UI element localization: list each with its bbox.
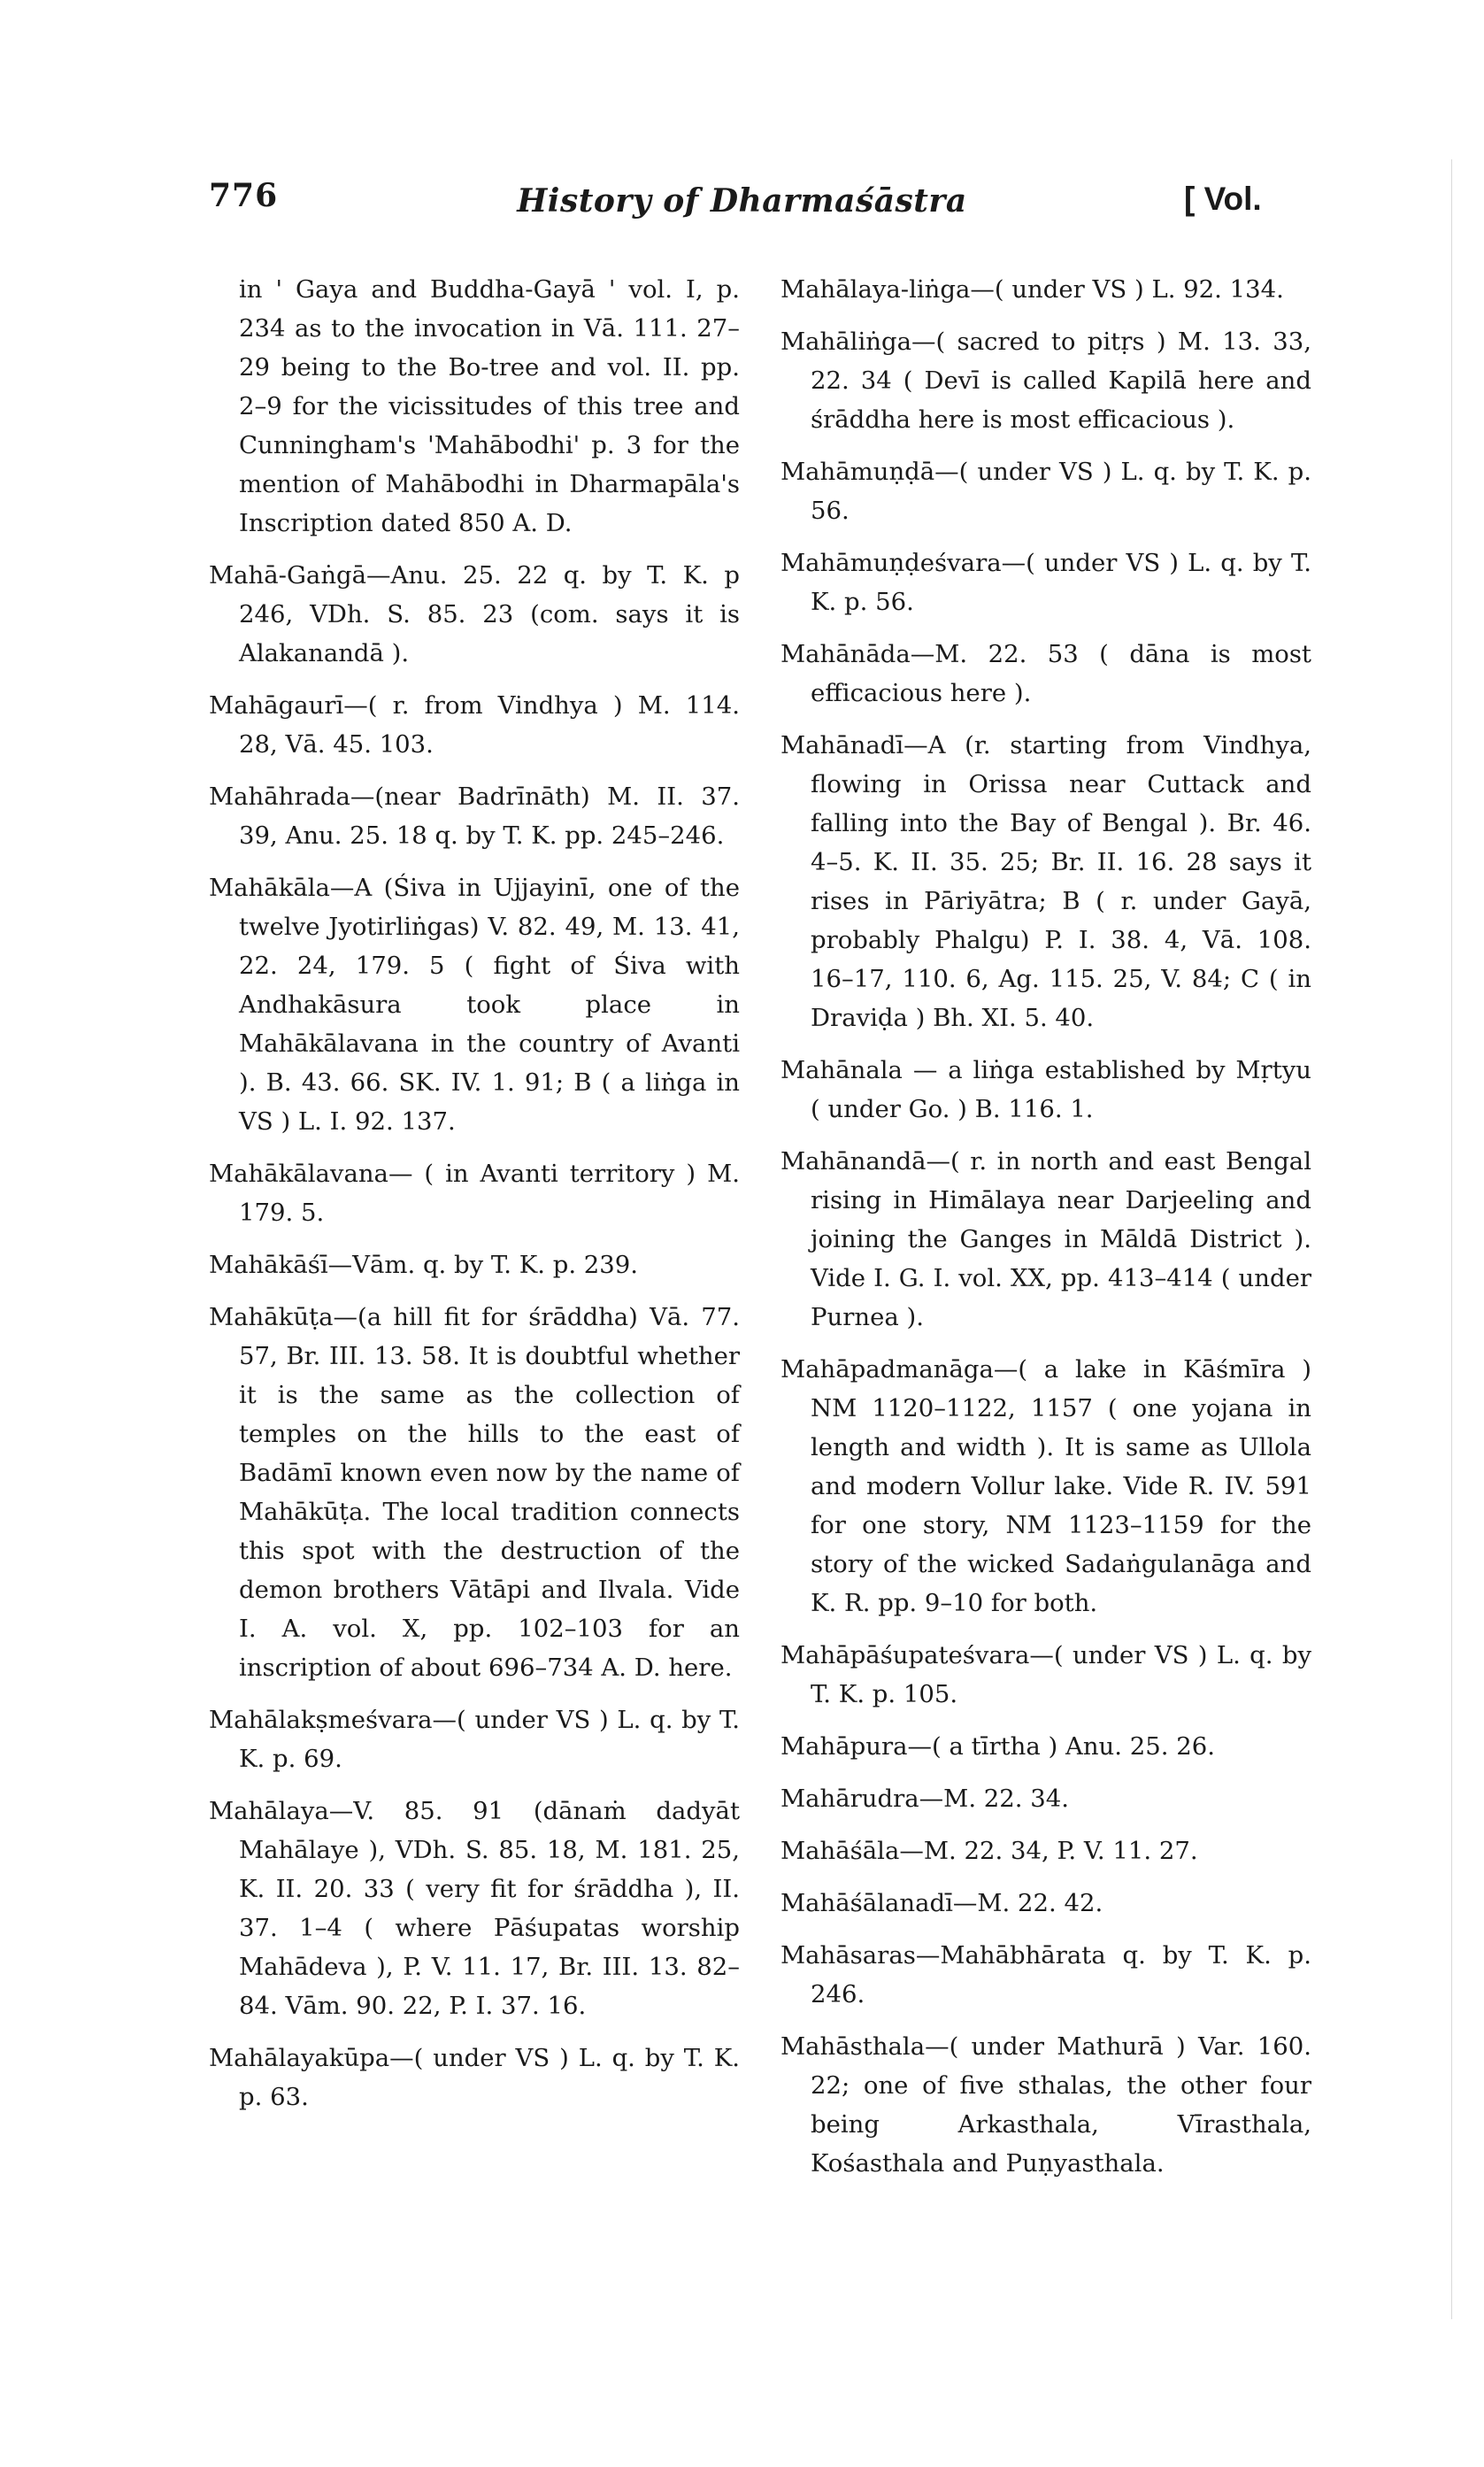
left-column — [209, 270, 740, 2130]
entry-mahanadi: Mahānadī—A (r. starting from Vindhya, flowing in Orissa near Cuttack and falling into the Bay of Bengal ). Br. 46. 4–5. K. II. 35. 25; Br. II. 16. 28 says it rises in Pāriyātra; B ( r. under Gayā, probably Phalgu) P. I. 38. 4, Vā. 108. 16–17, 110. 6, Ag. 115. 25, V. 84; C ( in Draviḍa ) Bh. XI. 5. 40. — [780, 731, 1311, 1032]
right-column — [780, 270, 1311, 2196]
entry-mahalayakupa: Mahālayakūpa—( under VS ) L. q. by T. K. p. 63. — [209, 2044, 740, 2111]
entry-maharudra: Mahārudra—M. 22. 34. — [780, 1785, 1070, 1813]
entry-mahalaksmesvara: Mahālakṣmeśvara—( under VS ) L. q. by T. K. p. 69. — [209, 1706, 740, 1773]
entry-mahamundesvara: Mahāmuṇḍeśvara—( under VS ) L. q. by T. K. p. 56. — [780, 549, 1311, 616]
entry-mahakalavana: Mahākālavana— ( in Avanti territory ) M. 179. 5. — [209, 1160, 740, 1227]
entry-mahasthala: Mahāsthala—( under Mathurā ) Var. 160. 22; one of five sthalas, the other four being Arkasthala, Vīrasthala, Kośasthala and Puṇyasthala. — [780, 2032, 1311, 2178]
entry-mahanala: Mahānala — a liṅga established by Mṛtyu ( under Go. ) B. 116. 1. — [780, 1056, 1311, 1123]
volume-mark: [ Vol. — [1184, 181, 1262, 217]
entry-mahapadmanaga: Mahāpadmanāga—( a lake in Kāśmīra ) NM 1120–1122, 1157 ( one yojana in length and width ). It is same as Ullola and modern Vollur lake. Vide R. IV. 591 for one story, NM 1123–1159 for the story of the wicked Sadaṅgulanāga and K. R. pp. 9–10 for both. — [780, 1355, 1311, 1617]
entry-mahasalanadi: Mahāśālanadī—M. 22. 42. — [780, 1889, 1103, 1917]
entry-mahalaya: Mahālaya—V. 85. 91 (dānaṁ dadyāt Mahālaye ), VDh. S. 85. 18, M. 181. 25, K. II. 20. 33 ( very fit for śrāddha ), II. 37. 1–4 ( where Pāśupatas worship Mahādeva ), P. V. 11. 17, Br. III. 13. 82–84. Vām. 90. 22, P. I. 37. 16. — [209, 1797, 740, 2020]
entry-mahasaras: Mahāsaras—Mahābhārata q. by T. K. p. 246. — [780, 1941, 1311, 2008]
entry-mahasala: Mahāśāla—M. 22. 34, P. V. 11. 27. — [780, 1837, 1198, 1865]
entry-mahamunda: Mahāmuṇḍā—( under VS ) L. q. by T. K. p. 56. — [780, 458, 1311, 525]
entry-mahananda: Mahānandā—( r. in north and east Bengal rising in Himālaya near Darjeeling and joining the Ganges in Māldā District ). Vide I. G. I. vol. XX, pp. 413–414 ( under Purnea ). — [780, 1147, 1311, 1331]
entry-mahakasi: Mahākāśī—Vām. q. by T. K. p. 239. — [209, 1251, 639, 1279]
entry-mahalaya-linga: Mahālaya-liṅga—( under VS ) L. 92. 134. — [780, 275, 1284, 304]
entry-maha-ganga: Mahā-Gaṅgā—Anu. 25. 22 q. by T. K. p 246, VDh. S. 85. 23 (com. says it is Alakanandā ). — [209, 561, 740, 667]
entry-mahakuta: Mahākūṭa—(a hill fit for śrāddha) Vā. 77. 57, Br. III. 13. 58. It is doubtful whether it is the same as the collection of temples on the hills to the east of Badāmī known even now by the name of Mahākūṭa. The local tradition connects this spot with the destruction of the demon brothers Vātāpi and Ilvala. Vide I. A. vol. X, pp. 102–103 for an inscription of about 696–734 A. D. here. — [209, 1303, 740, 1682]
entry-mahalinga: Mahāliṅga—( sacred to pitṛs ) M. 13. 33, 22. 34 ( Devī is called Kapilā here and śrāddha here is most efficacious ). — [780, 328, 1311, 434]
entry-mahahrada: Mahāhrada—(near Badrīnāth) M. II. 37. 39, Anu. 25. 18 q. by T. K. pp. 245–246. — [209, 783, 740, 850]
entry-mahakala: Mahākāla—A (Śiva in Ujjayinī, one of the twelve Jyotirliṅgas) V. 82. 49, M. 13. 41, 22. 24, 179. 5 ( fight of Śiva with Andhakāsura took place in Mahākālavana in the country of Avanti ). B. 43. 66. SK. IV. 1. 91; B ( a liṅga in VS ) L. I. 92. 137. — [209, 874, 740, 1136]
page-header — [0, 177, 1484, 230]
entry-continuation: in ' Gaya and Buddha-Gayā ' vol. I, p. 234 as to the invocation in Vā. 111. 27–29 being to the Bo-tree and vol. II. pp. 2–9 for the vicissitudes of this tree and Cunningham's 'Mahābodhi' p. 3 for the mention of Mahābodhi in Dharmapāla's Inscription dated 850 A. D. — [239, 275, 740, 537]
page-number: 776 — [209, 177, 279, 214]
entry-mahagauri: Mahāgaurī—( r. from Vindhya ) M. 114. 28, Vā. 45. 103. — [209, 691, 740, 759]
entry-mahapasupatesvara: Mahāpāśupateśvara—( under VS ) L. q. by T. K. p. 105. — [780, 1641, 1311, 1708]
entry-mahanada: Mahānāda—M. 22. 53 ( dāna is most efficacious here ). — [780, 640, 1311, 707]
entry-mahapura: Mahāpura—( a tīrtha ) Anu. 25. 26. — [780, 1732, 1215, 1761]
running-title: History of Dharmaśāstra — [517, 182, 967, 220]
page-edge-line — [1451, 159, 1452, 2319]
